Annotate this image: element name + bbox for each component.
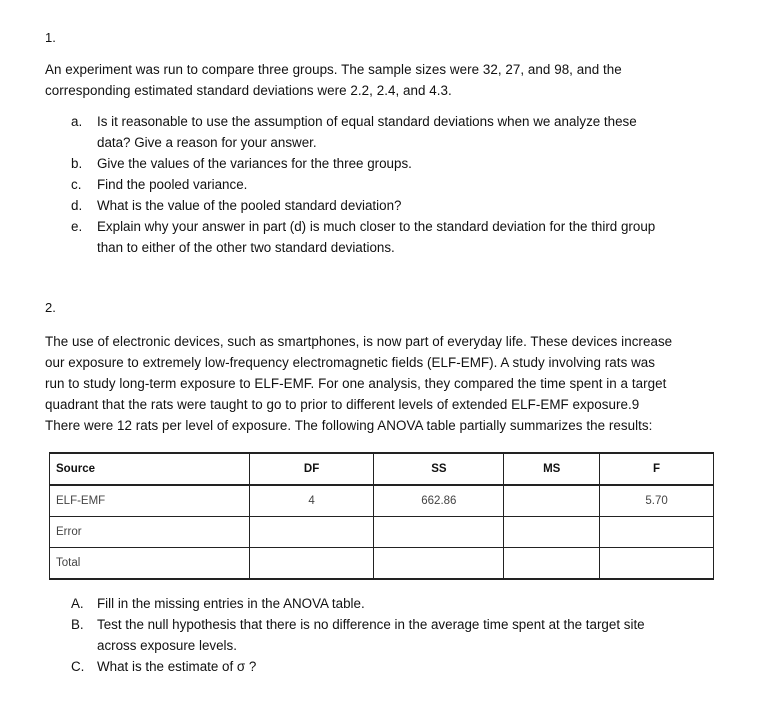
- question-2-number: 2.: [45, 300, 56, 315]
- table-row: [50, 485, 714, 517]
- cell-ms: [504, 485, 600, 517]
- cell-df: [249, 548, 374, 580]
- part-text-line: What is the value of the pooled standard deviation?: [97, 198, 402, 213]
- cell-ms: [504, 517, 600, 548]
- question-1-intro: [45, 59, 725, 101]
- question-1-parts: [71, 111, 655, 258]
- question-1-number: 1.: [45, 30, 56, 45]
- question-2-parts: [71, 593, 645, 677]
- cell-f: [600, 517, 714, 548]
- part-marker: C.: [71, 659, 85, 674]
- question-2-part-c: [71, 656, 645, 677]
- part-text-line: Explain why your answer in part (d) is much closer to the standard deviation for the third group: [97, 219, 656, 234]
- question-1-part-d: [71, 195, 655, 216]
- cell-df: [249, 517, 374, 548]
- part-marker: B.: [71, 617, 84, 632]
- question-2-intro: [45, 331, 725, 436]
- part-text-line: across exposure levels.: [97, 638, 237, 653]
- cell-source: Total: [50, 548, 250, 580]
- question-1-part-e: [71, 216, 655, 258]
- header-ss: SS: [374, 453, 504, 485]
- question-1-part-a: [71, 111, 655, 153]
- table-row: [50, 548, 714, 580]
- anova-table: [49, 452, 714, 580]
- question-2-intro-line: There were 12 rats per level of exposure. The following ANOVA table partially summarizes the results:: [45, 418, 653, 433]
- part-marker: e.: [71, 219, 83, 234]
- question-2-part-a: [71, 593, 645, 614]
- part-text-line: Is it reasonable to use the assumption of equal standard deviations when we analyze these: [97, 114, 637, 129]
- header-df: DF: [249, 453, 374, 485]
- question-1-intro-line: corresponding estimated standard deviations were 2.2, 2.4, and 4.3.: [45, 83, 452, 98]
- cell-ss: [374, 548, 504, 580]
- cell-df: 4: [249, 485, 374, 517]
- anova-header-row: [50, 453, 714, 485]
- part-text-line: Test the null hypothesis that there is no difference in the average time spent at the target site: [97, 617, 645, 632]
- cell-source: Error: [50, 517, 250, 548]
- part-text-line: What is the estimate of σ ?: [97, 659, 257, 674]
- cell-ms: [504, 548, 600, 580]
- header-ms: MS: [504, 453, 600, 485]
- part-text-line: than to either of the other two standard deviations.: [97, 240, 395, 255]
- cell-source: ELF-EMF: [50, 485, 250, 517]
- cell-f: 5.70: [600, 485, 714, 517]
- header-source: Source: [50, 453, 250, 485]
- cell-f: [600, 548, 714, 580]
- question-2-intro-line: our exposure to extremely low-frequency electromagnetic fields (ELF-EMF). A study involving rats was: [45, 355, 656, 370]
- part-text-line: Find the pooled variance.: [97, 177, 248, 192]
- part-text-line: data? Give a reason for your answer.: [97, 135, 317, 150]
- question-1-part-c: [71, 174, 655, 195]
- cell-ss: [374, 517, 504, 548]
- question-1-part-b: [71, 153, 655, 174]
- question-2-intro-line: quadrant that the rats were taught to go to prior to different levels of extended ELF-EMF exposure.9: [45, 397, 640, 412]
- part-marker: d.: [71, 198, 83, 213]
- part-marker: A.: [71, 596, 84, 611]
- header-f: F: [600, 453, 714, 485]
- part-marker: a.: [71, 114, 83, 129]
- part-marker: b.: [71, 156, 83, 171]
- part-marker: c.: [71, 177, 82, 192]
- table-row: [50, 517, 714, 548]
- part-text-line: Give the values of the variances for the three groups.: [97, 156, 412, 171]
- question-1-intro-line: An experiment was run to compare three groups. The sample sizes were 32, 27, and 98, and the: [45, 62, 622, 77]
- cell-ss: 662.86: [374, 485, 504, 517]
- part-text-line: Fill in the missing entries in the ANOVA table.: [97, 596, 365, 611]
- question-2-part-b: [71, 614, 645, 656]
- question-2-intro-line: run to study long-term exposure to ELF-EMF. For one analysis, they compared the time spent in a target: [45, 376, 667, 391]
- question-2-intro-line: The use of electronic devices, such as smartphones, is now part of everyday life. These devices increase: [45, 334, 673, 349]
